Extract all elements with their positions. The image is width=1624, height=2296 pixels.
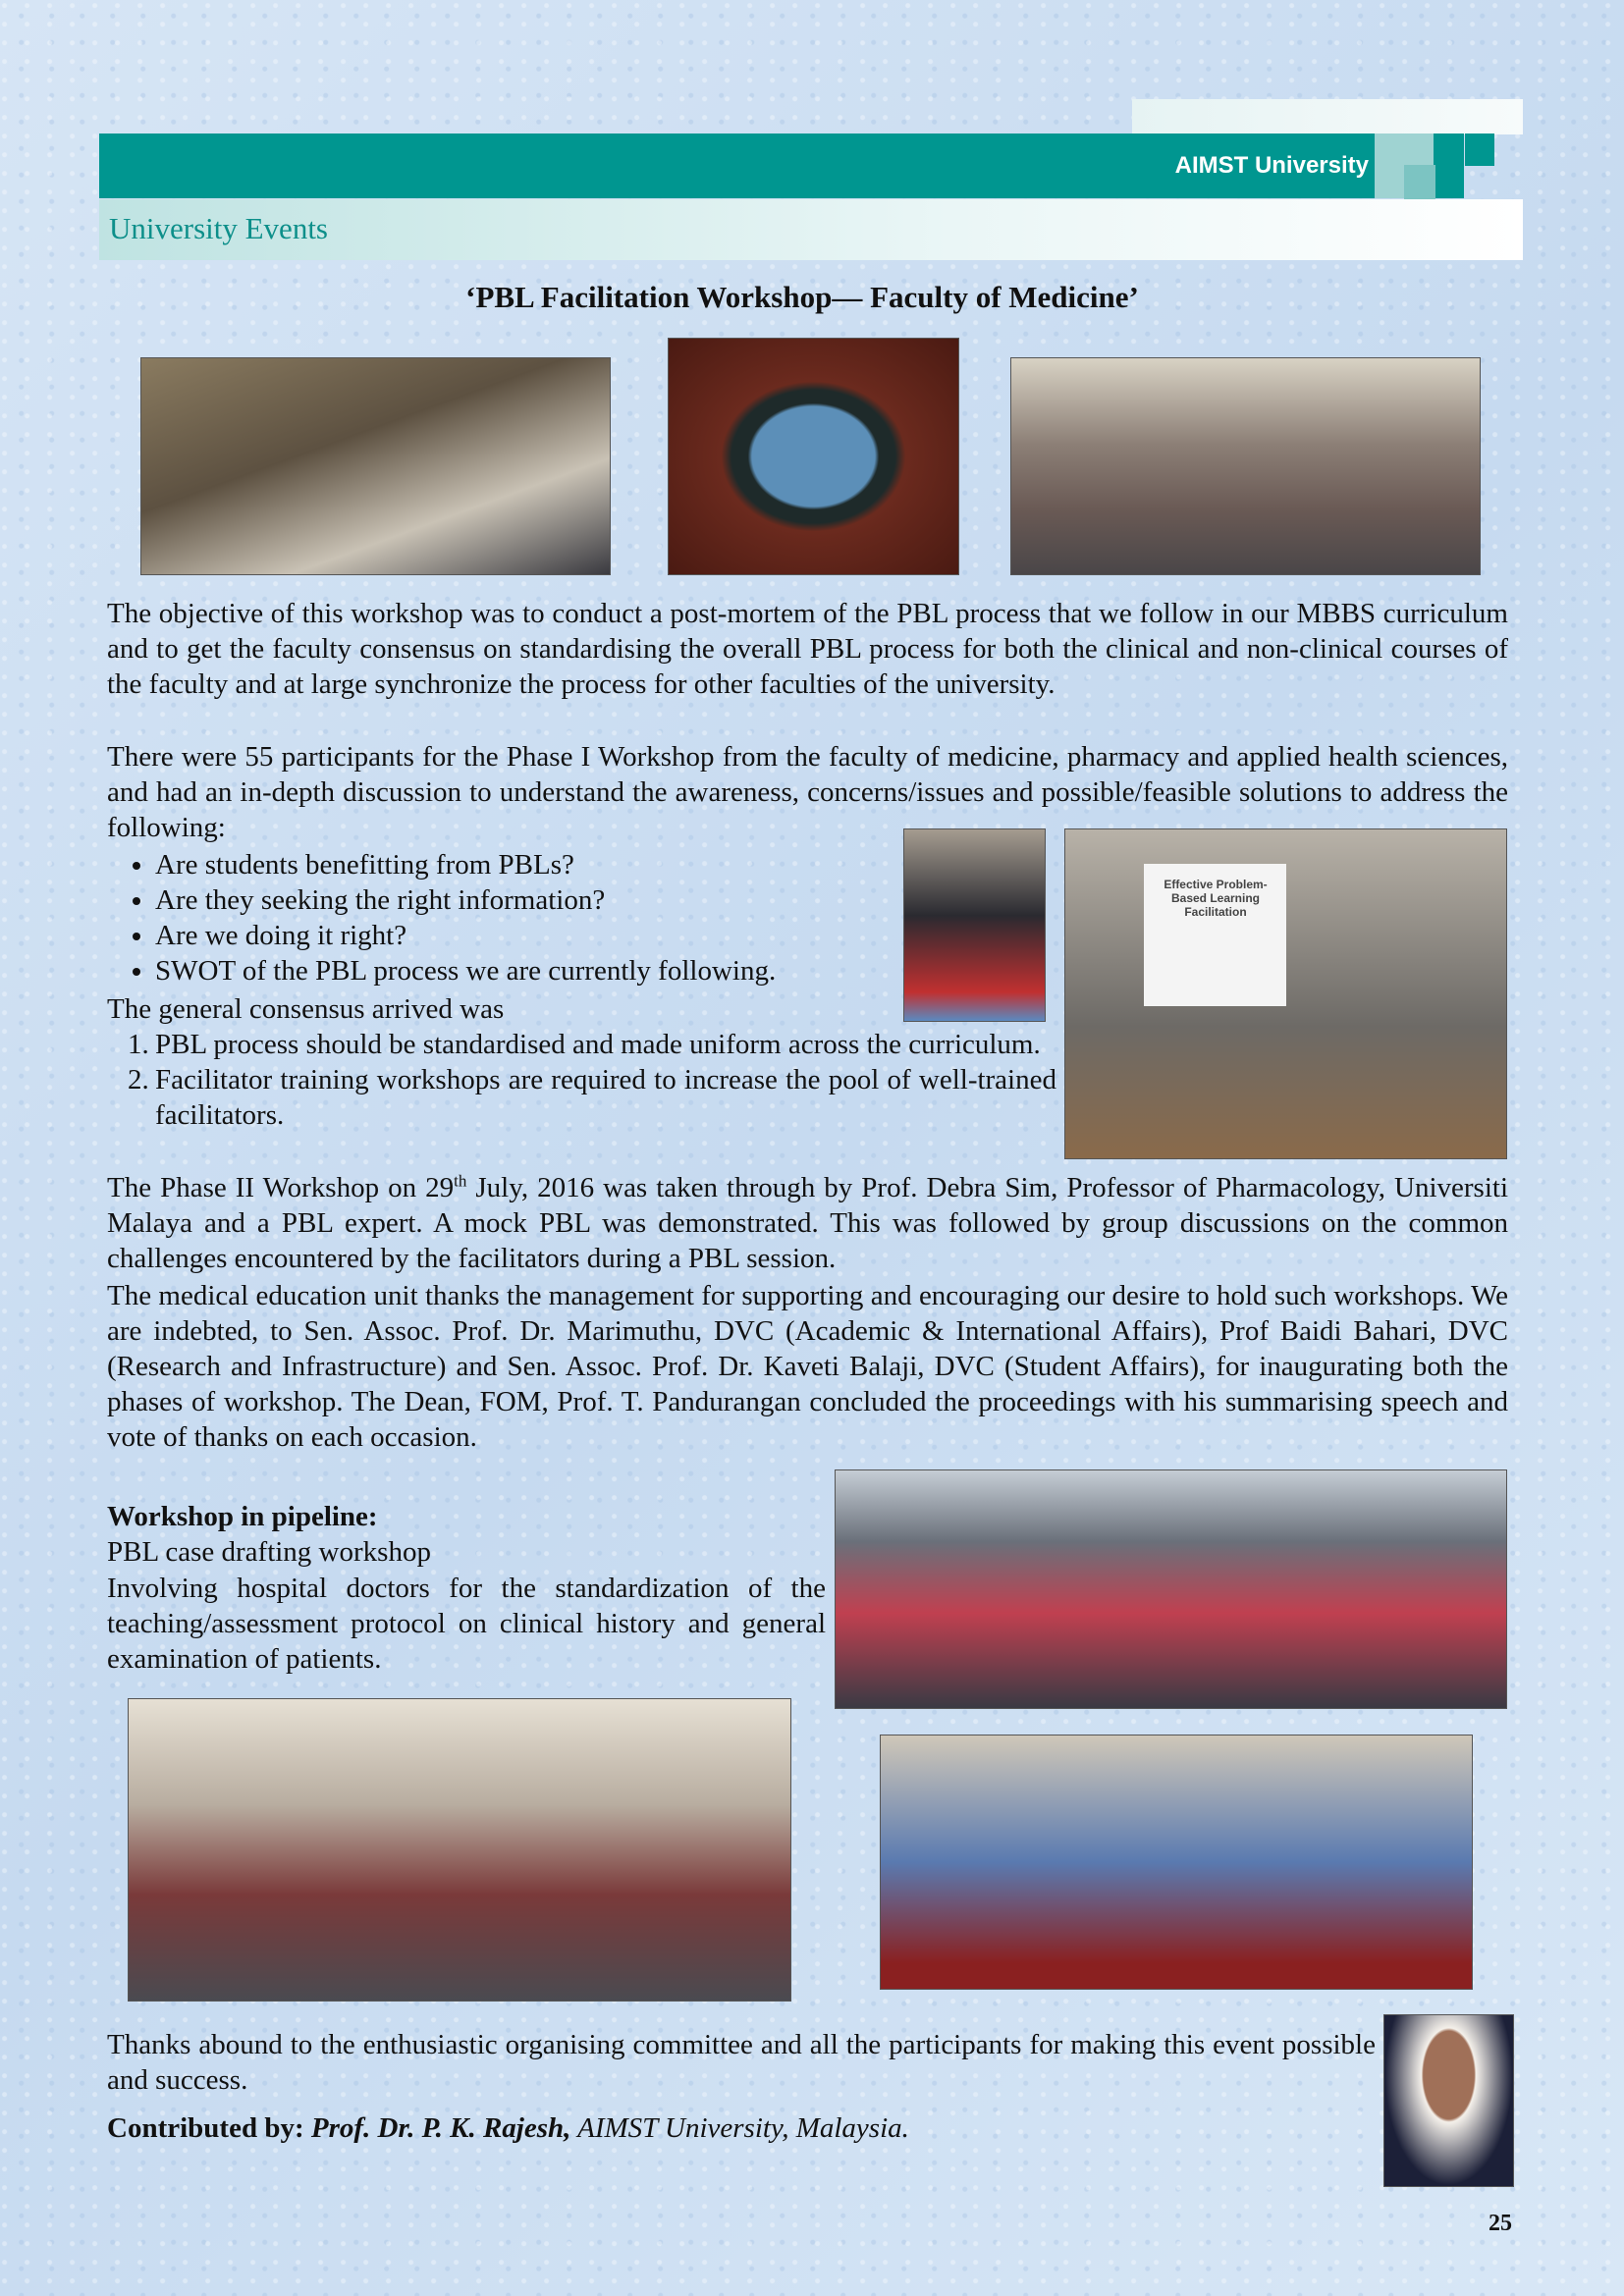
question-list [137, 847, 884, 988]
contributor-affiliation: AIMST University, Malaysia. [570, 2112, 909, 2144]
university-name: AIMST University [1174, 152, 1369, 179]
text: The Phase II Workshop on 29 [107, 1172, 455, 1203]
list-text: Facilitator training workshops are required to increase the pool of well-trained facilitators. [155, 1064, 1056, 1131]
list-item: • Are we doing it right? [155, 918, 884, 953]
header-decor-square [1465, 133, 1494, 166]
photo-group [835, 1469, 1507, 1709]
photo-participants-room [1010, 357, 1481, 575]
contributor-line [107, 2110, 1376, 2146]
paragraph-thanks-management: The medical education unit thanks the management for supporting and encouraging our desire to hold such workshops. We are indebted, to Sen. Assoc. Prof. Dr. Marimuthu, DVC (Academic & International Affairs), Prof Baidi Bahari, DVC (Research and Infrastructure) and Sen. Assoc. Prof. Dr. Kaveti Balaji, DVC (Student Affairs), for inaugurating both the phases of workshop. The Dean, FOM, Prof. T. Pandurangan concluded the proceedings with his summarising speech and vote of thanks on each occasion. [107, 1280, 1508, 1453]
paragraph-objective: The objective of this workshop was to conduct a post-mortem of the PBL process that we follow in our MBBS curriculum and to get the faculty consensus on standardising the overall PBL process for both the clinical and non-clinical courses of the faculty and at large synchronize the process for other faculties of the university. [107, 598, 1508, 700]
contributed-label: Contributed by: [107, 2112, 304, 2144]
slide-title: Effective Problem-Based Learning Facilitation [1164, 878, 1268, 919]
superscript: th [454, 1171, 467, 1191]
section-title: University Events [109, 211, 328, 245]
list-number: 2. [128, 1064, 149, 1095]
header-decor-square [1404, 165, 1435, 200]
article-title: ‘PBL Facilitation Workshop— Faculty of Medicine’ [465, 280, 1139, 314]
photo-speaker-slide [1064, 828, 1507, 1159]
consensus-intro: The general consensus arrived was [107, 993, 505, 1025]
list-text: PBL process should be standardised and made uniform across the curriculum. [155, 1029, 1041, 1060]
list-item [128, 1027, 1056, 1062]
consensus-list [128, 1027, 1056, 1133]
photo-tablet [668, 338, 959, 575]
pipeline-item: PBL case drafting workshop [107, 1536, 431, 1568]
slide-screen [1144, 864, 1286, 1006]
closing-paragraph: Thanks abound to the enthusiastic organising committee and all the participants for making this event possible and success. [107, 2029, 1376, 2096]
list-item [128, 1062, 1056, 1133]
list-number: 1. [128, 1029, 149, 1060]
page-number: 25 [1489, 2211, 1512, 2236]
list-item: • SWOT of the PBL process we are currently following. [155, 953, 884, 988]
header-decor-box [1132, 99, 1523, 134]
list-item: • Are students benefitting from PBLs? [155, 847, 884, 882]
photo-contributor-portrait [1383, 2014, 1514, 2187]
text: July, 2016 was taken through by Prof. Debra Sim, Professor of Pharmacology, Universiti Malaya and a PBL expert. A mock PBL was demonstrated. This was followed by group discussions on the common challenges encountered by the facilitators during a PBL session. [107, 1172, 1509, 1274]
photo-workshop-presentation [140, 357, 611, 575]
photo-facilitators-group [880, 1735, 1473, 1990]
pipeline-heading: Workshop in pipeline: [107, 1501, 378, 1532]
photo-speaker-pair [903, 828, 1046, 1022]
list-item: • Are they seeking the right information? [155, 882, 884, 918]
photo-discussion [128, 1698, 791, 2002]
paragraph-participants: There were 55 participants for the Phase I Workshop from the faculty of medicine, pharmacy and applied health sciences, and had an in-depth discussion to understand the awareness, concerns/issues and possible/feasible solutions to address the following: [107, 741, 1508, 843]
paragraph-phase2 [107, 1170, 1508, 1276]
contributor-name: Prof. Dr. P. K. Rajesh, [310, 2112, 571, 2144]
pipeline-description: Involving hospital doctors for the standardization of the teaching/assessment protocol on clinical history and general examination of patients. [107, 1573, 826, 1675]
section-band [99, 199, 1523, 260]
